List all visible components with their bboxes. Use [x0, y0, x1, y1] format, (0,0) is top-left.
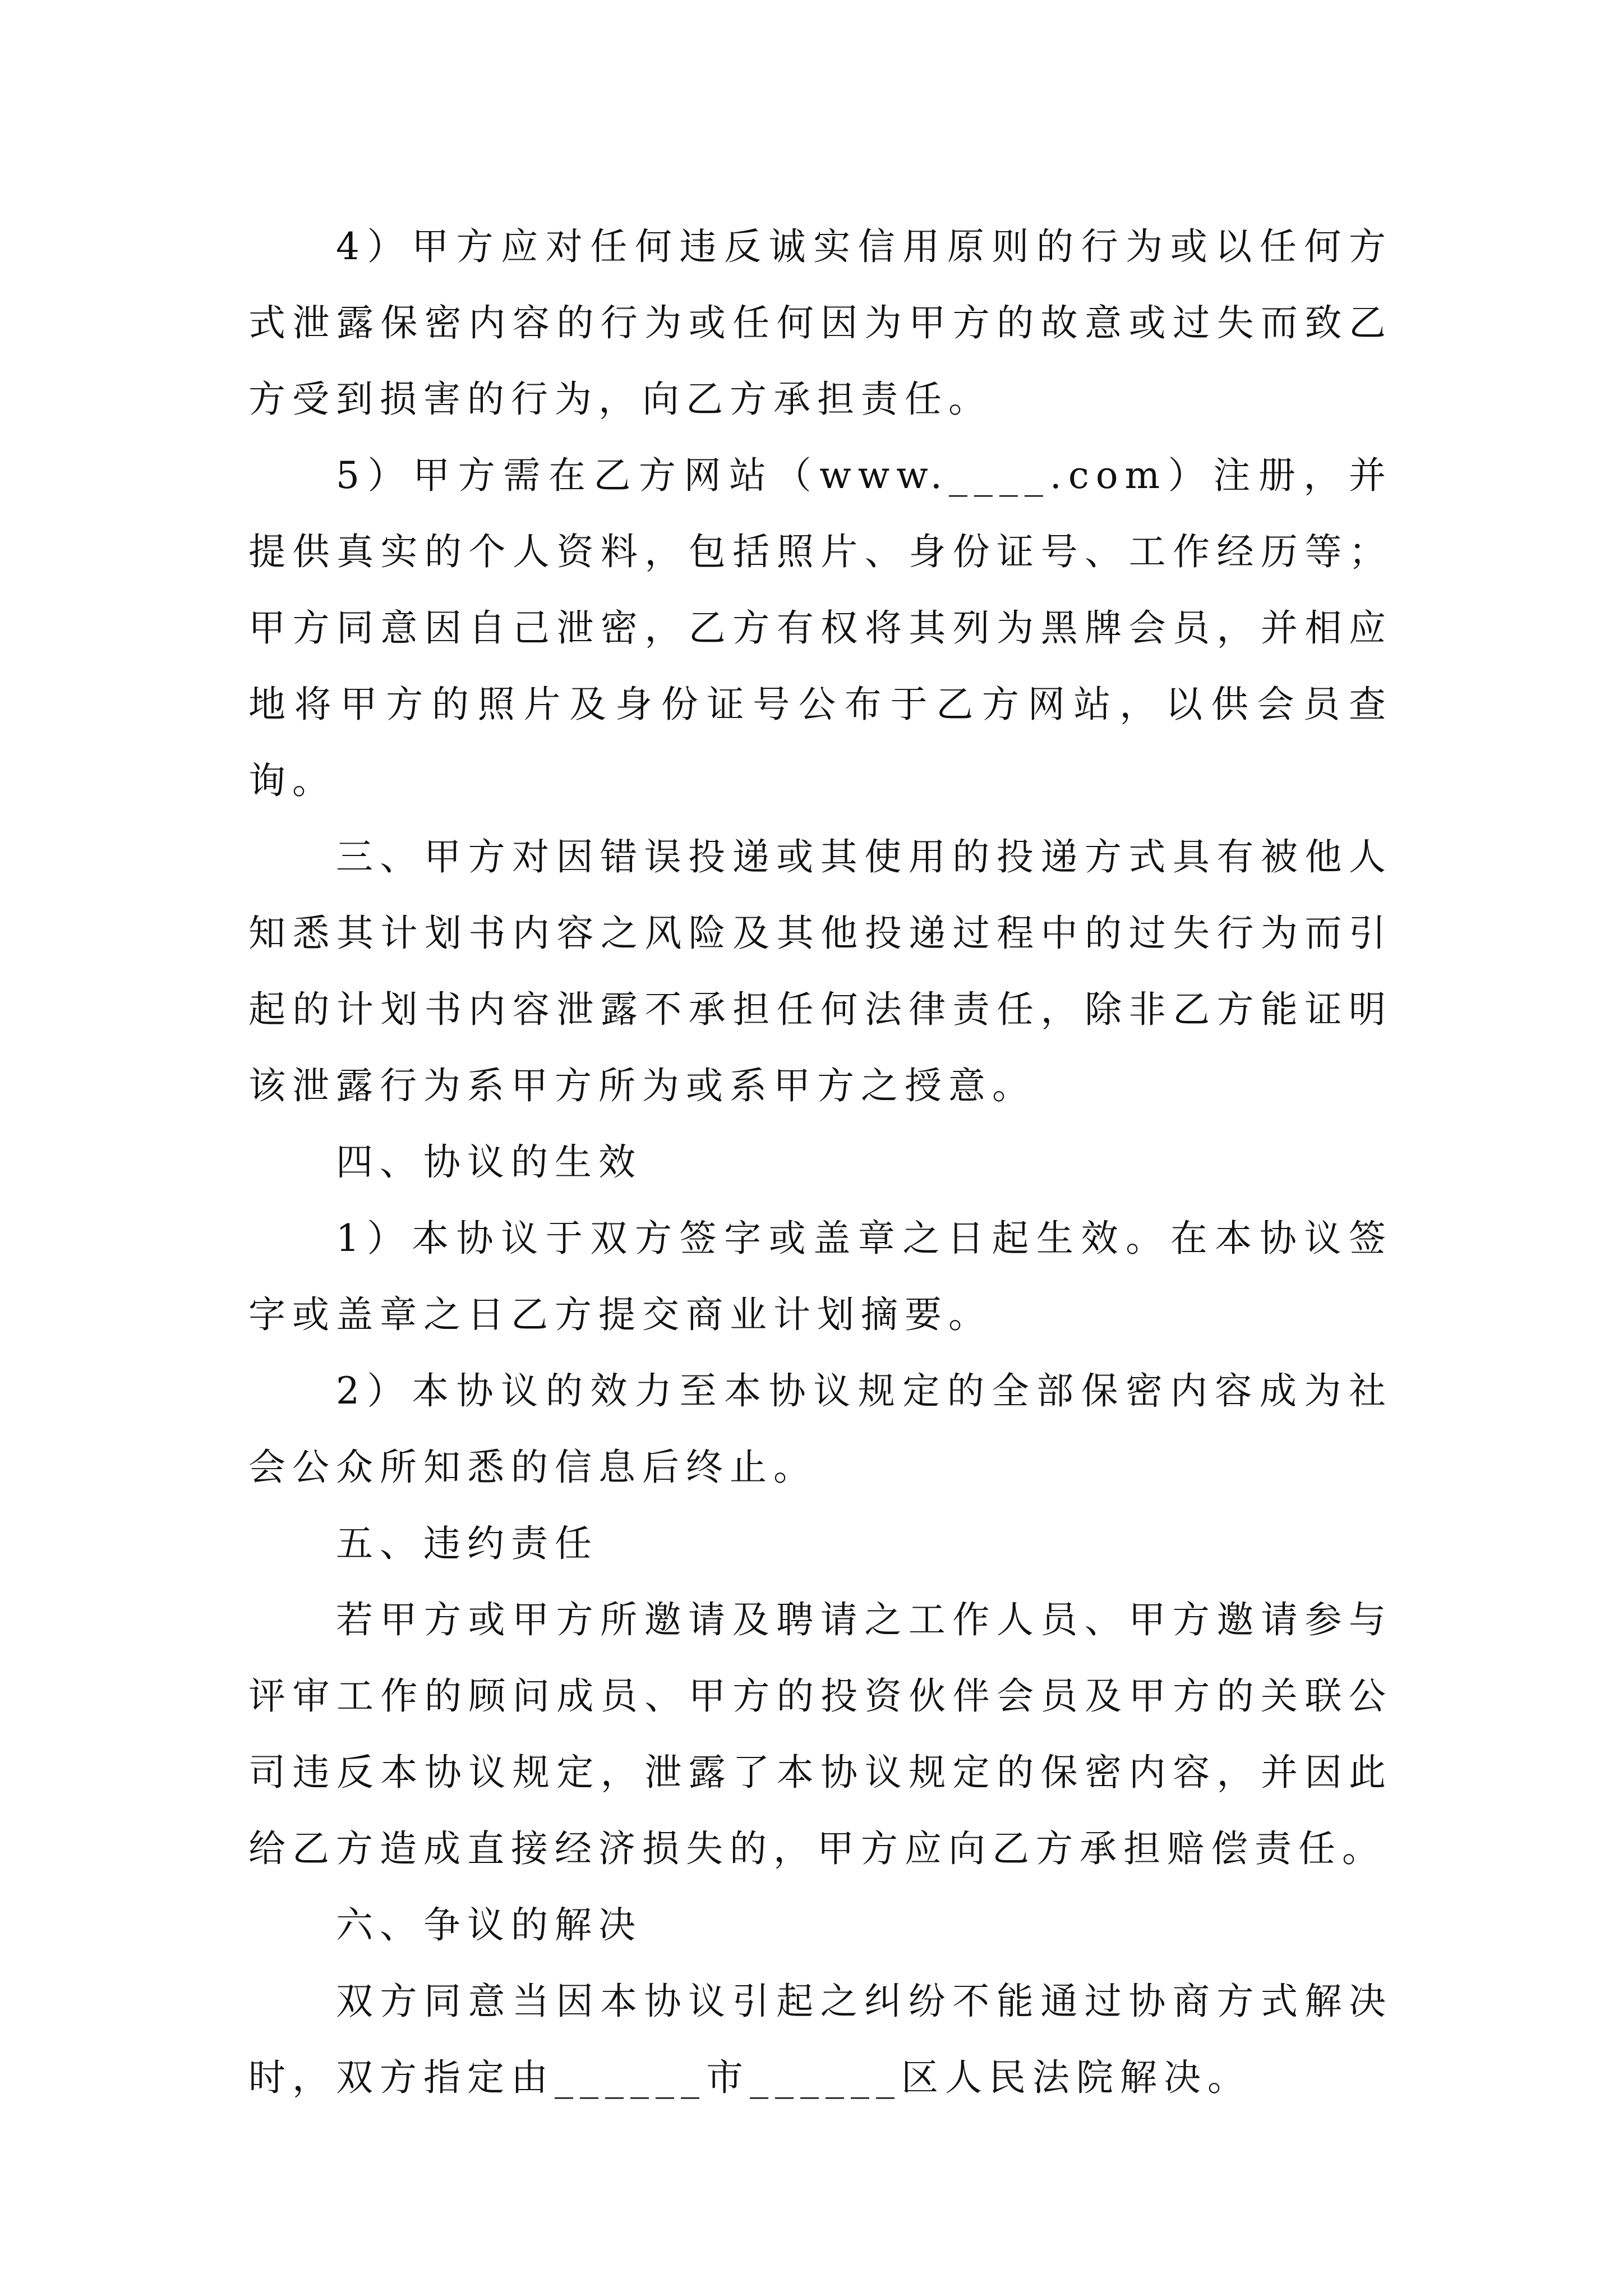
section-4-clause-1: 1）本协议于双方签字或盖章之日起生效。在本协议签字或盖章之日乙方提交商业计划摘要。	[248, 1217, 1393, 1336]
document-body	[248, 209, 1393, 2116]
section-5-heading: 五、违约责任	[336, 1522, 598, 1565]
section-4-heading: 四、协议的生效	[336, 1140, 642, 1184]
section-4-clause-2: 2）本协议的效力至本协议规定的全部保密内容成为社会公众所知悉的信息后终止。	[248, 1369, 1393, 1489]
clause-5-paragraph: 5）甲方需在乙方网站（www.____.com）注册，并提供真实的个人资料，包括照片、身份证号、工作经历等；甲方同意因自己泄密，乙方有权将其列为黑牌会员，并相应地将甲方的照片及身份证号公布于乙方网站，以供会员查询。	[248, 454, 1393, 802]
section-5-paragraph: 若甲方或甲方所邀请及聘请之工作人员、甲方邀请参与评审工作的顾问成员、甲方的投资伙伴会员及甲方的关联公司违反本协议规定，泄露了本协议规定的保密内容，并因此给乙方造成直接经济损失的，甲方应向乙方承担赔偿责任。	[248, 1598, 1393, 1870]
section-6-paragraph: 双方同意当因本协议引起之纠纷不能通过协商方式解决时，双方指定由______市______区人民法院解决。	[248, 1980, 1393, 2099]
section-3-paragraph: 三、甲方对因错误投递或其使用的投递方式具有被他人知悉其计划书内容之风险及其他投递过程中的过失行为而引起的计划书内容泄露不承担任何法律责任，除非乙方能证明该泄露行为系甲方所为或系甲方之授意。	[248, 835, 1393, 1107]
clause-4-paragraph: 4）甲方应对任何违反诚实信用原则的行为或以任何方式泄露保密内容的行为或任何因为甲方的故意或过失而致乙方受到损害的行为，向乙方承担责任。	[248, 225, 1393, 421]
section-6-heading: 六、争议的解决	[336, 1903, 642, 1947]
